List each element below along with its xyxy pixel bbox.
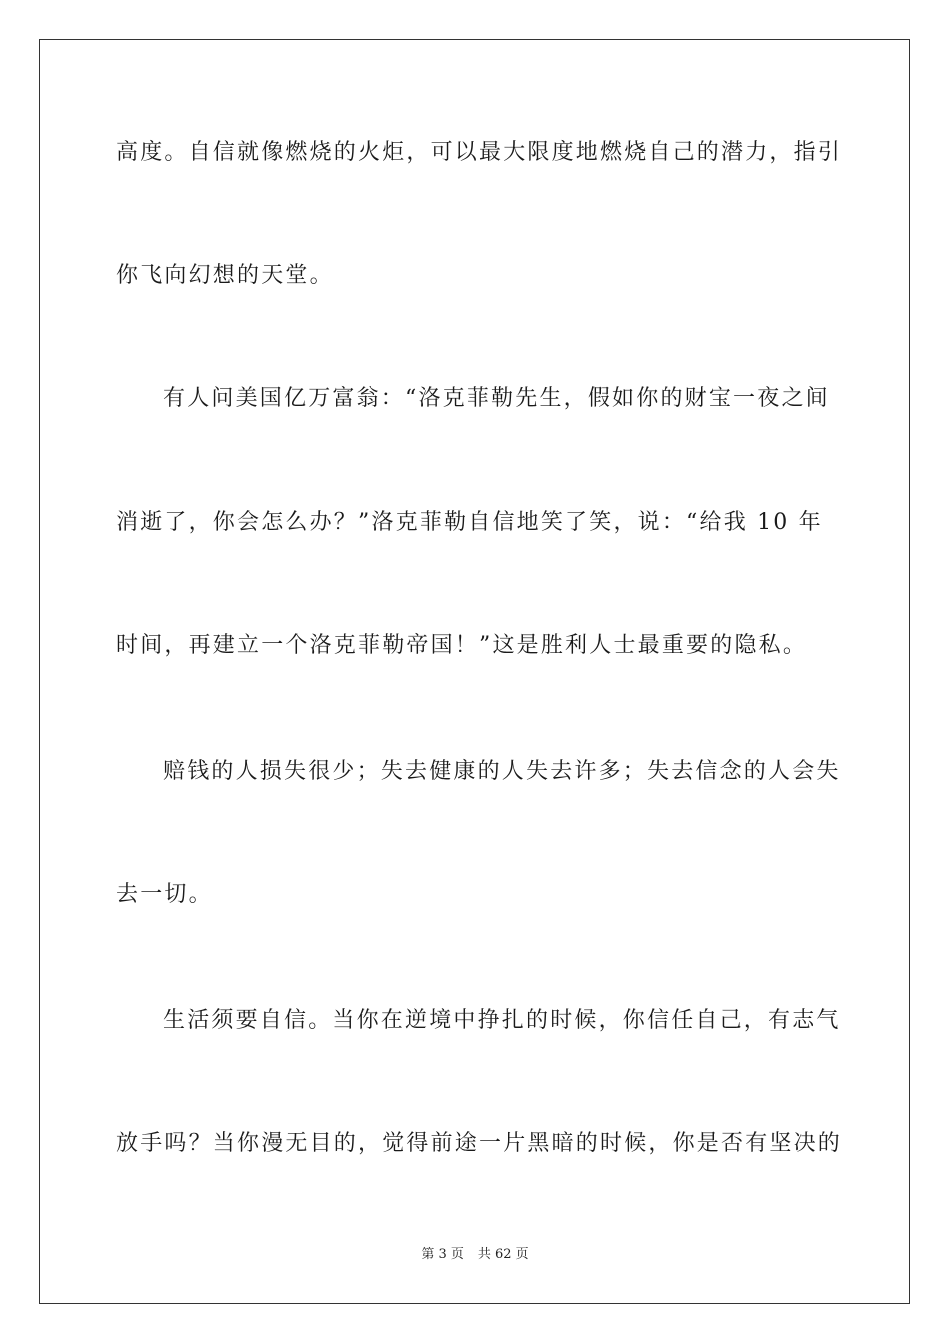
text-line: 消逝了，你会怎么办？”洛克菲勒自信地笑了笑，说：“给我 10 年	[116, 510, 823, 535]
page-footer	[0, 1246, 950, 1264]
text-line: 放手吗？当你漫无目的，觉得前途一片黑暗的时候，你是否有坚决的	[116, 1131, 843, 1156]
text-line: 你飞向幻想的天堂。	[116, 263, 334, 288]
paragraph-start-line: 有人问美国亿万富翁：“洛克菲勒先生，假如你的财宝一夜之间	[163, 386, 830, 411]
text-line: 时间，再建立一个洛克菲勒帝国！”这是胜利人士最重要的隐私。	[116, 633, 808, 658]
paragraph-start-line: 赔钱的人损失很少；失去健康的人失去许多；失去信念的人会失	[163, 759, 841, 784]
text-line: 去一切。	[116, 882, 213, 907]
text-line: 高度。自信就像燃烧的火炬，可以最大限度地燃烧自己的潜力，指引	[116, 140, 843, 165]
paragraph-start-line: 生活须要自信。当你在逆境中挣扎的时候，你信任自己，有志气	[163, 1008, 841, 1033]
page-number: 第 3 页	[421, 1247, 464, 1262]
page-border	[39, 39, 910, 1304]
page-total: 共 62 页	[477, 1247, 529, 1262]
